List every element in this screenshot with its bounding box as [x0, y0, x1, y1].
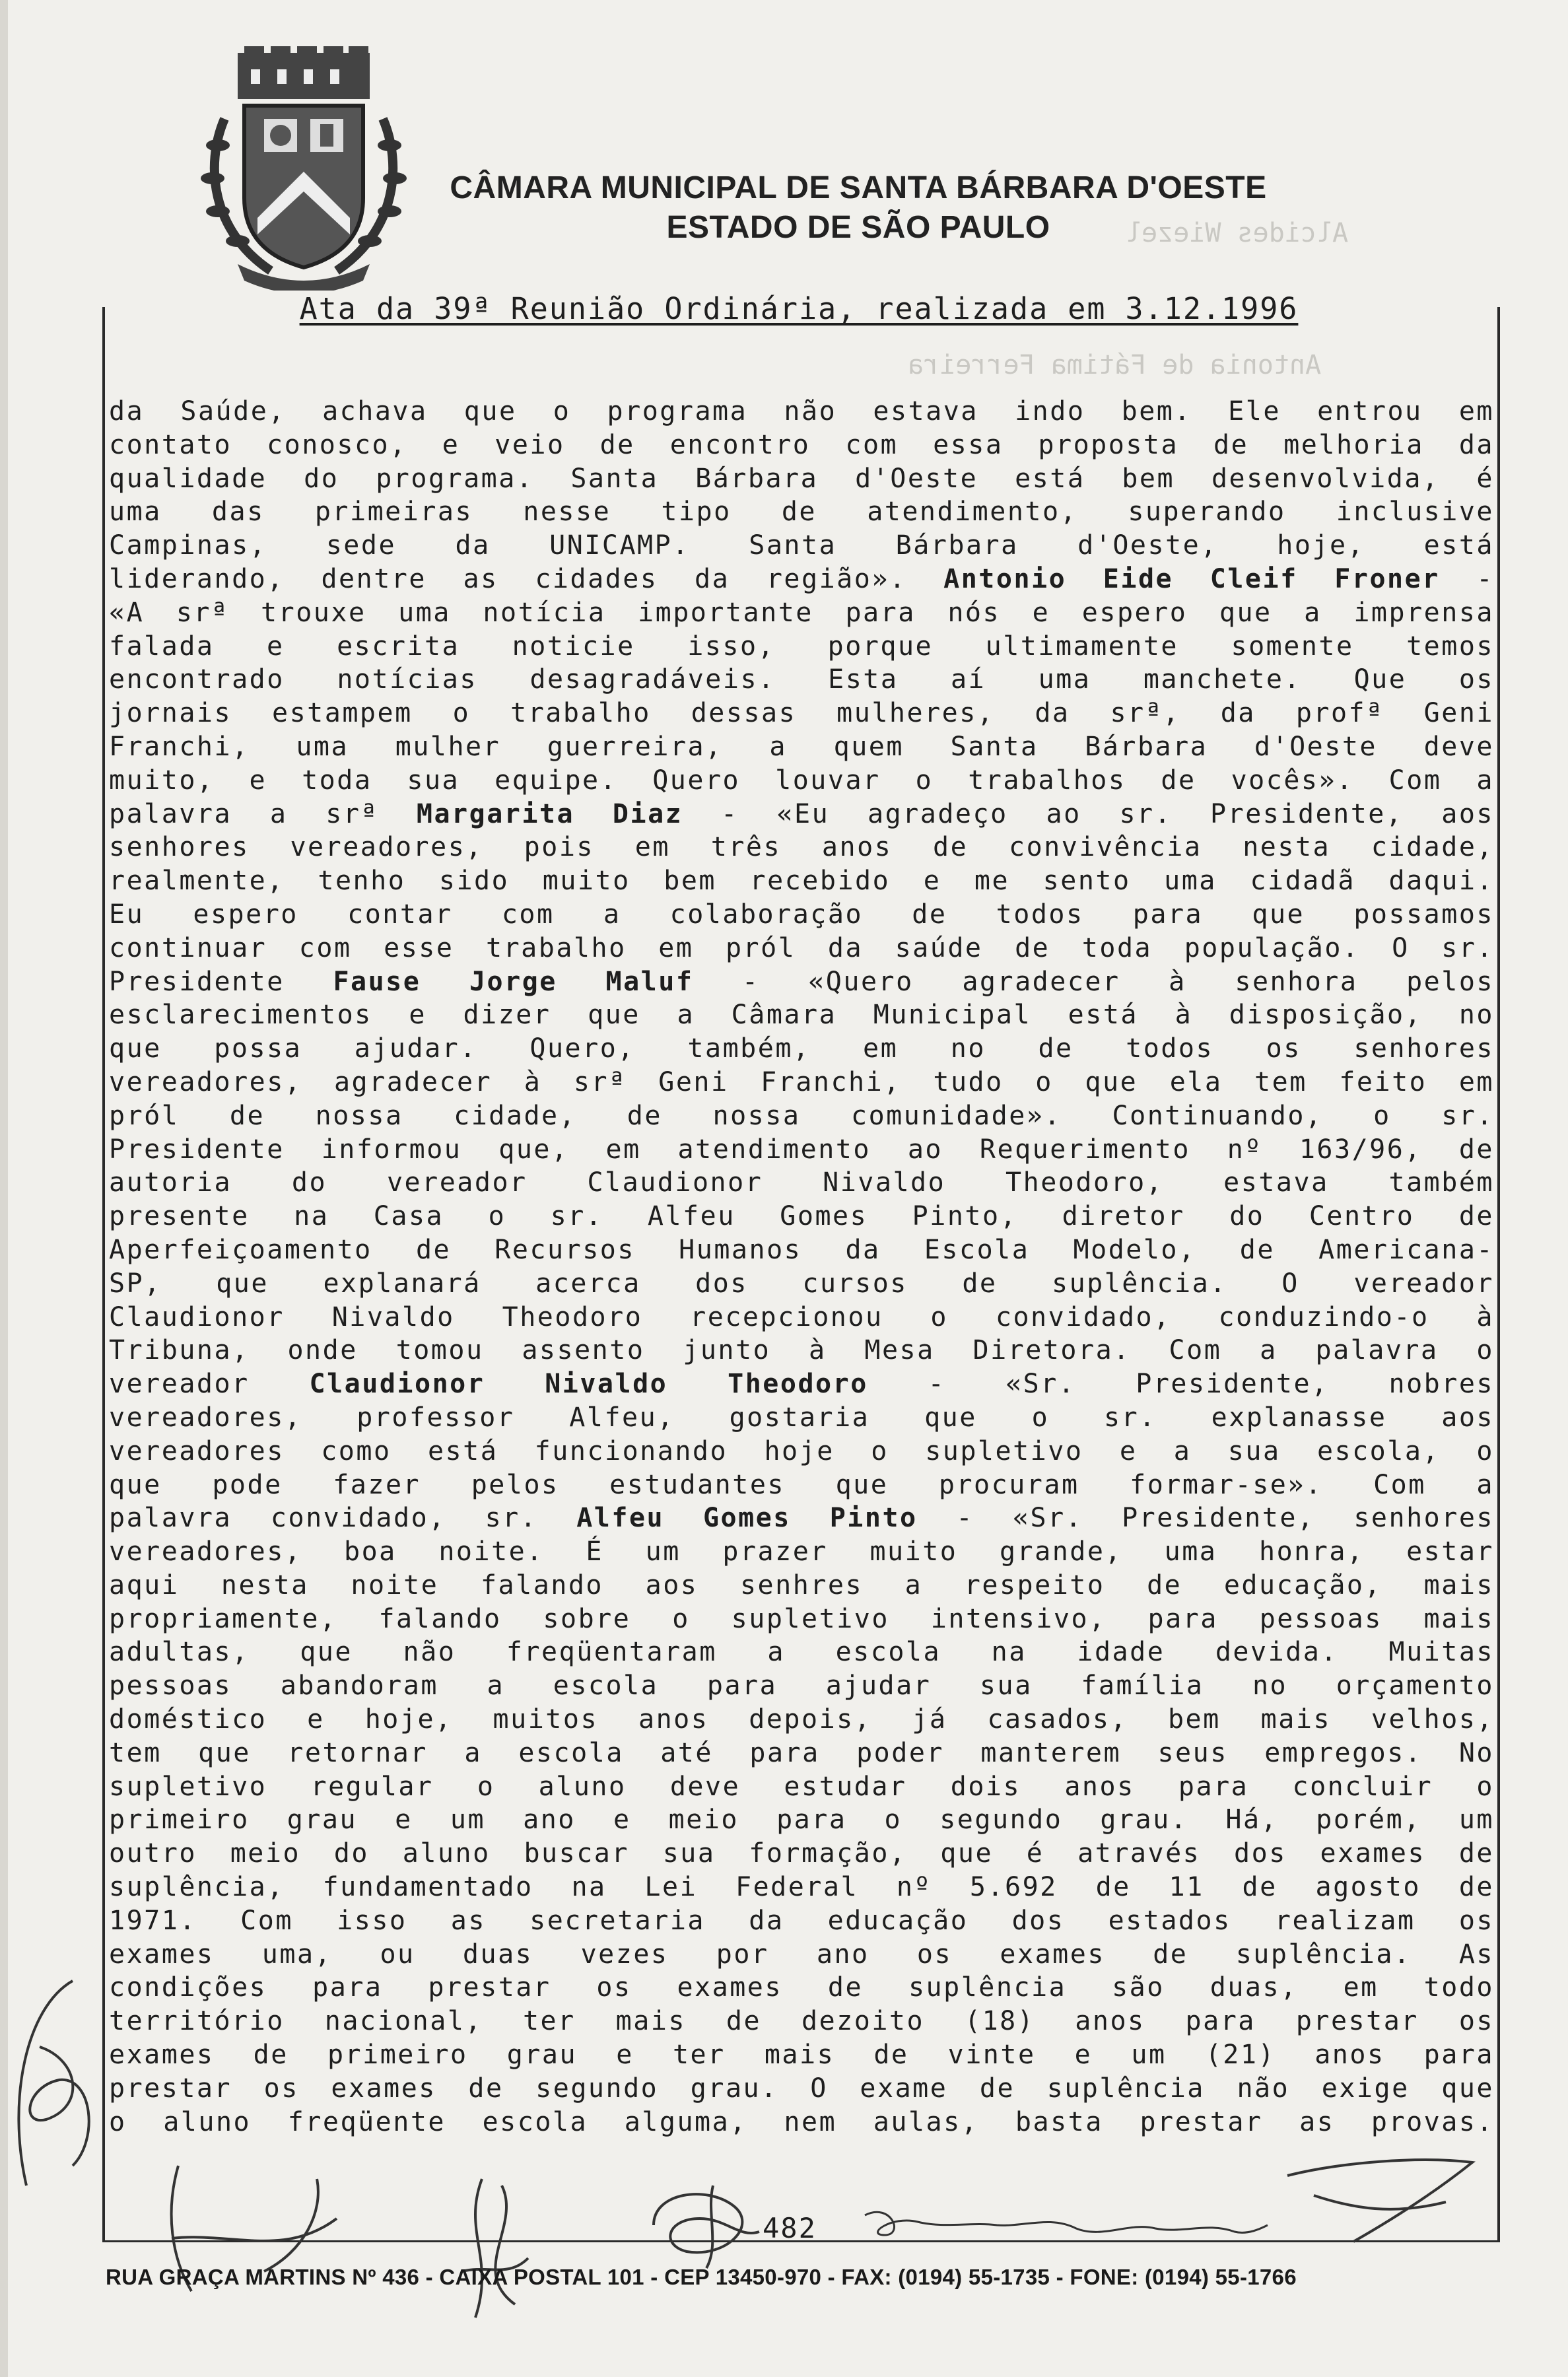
text-line: [109, 429, 1494, 462]
margin-rule-right: [1497, 307, 1500, 2242]
text-line: [109, 630, 1494, 664]
ghost-name-2: Antonia de Fátima Ferreira: [908, 350, 1322, 380]
signature-6: [1274, 2149, 1492, 2248]
text-line: [109, 1367, 1494, 1401]
text-segment: Franchi, uma mulher guerreira, a quem Santa Bárbara d'Oeste deve: [109, 731, 1494, 762]
footer-address: RUA GRAÇA MARTINS Nº 436 - CAIXA POSTAL 101 - CEP 13450-970 - FAX: (0194) 55-1735 - FONE: (0194) 55-1766: [106, 2265, 1297, 2289]
speaker-name: Antonio Eide Cleif Froner: [943, 563, 1440, 594]
text-segment: Aperfeiçoamento de Recursos Humanos da Escola Modelo, de Americana-: [109, 1234, 1494, 1265]
text-line: [109, 965, 1494, 999]
text-segment: palavra convidado, sr.: [109, 1503, 577, 1534]
text-segment: liderando, dentre as cidades da região».: [109, 563, 944, 594]
text-line: [109, 1133, 1494, 1167]
text-line: [109, 1066, 1494, 1099]
text-line: [109, 1233, 1494, 1267]
text-segment: doméstico e hoje, muitos anos depois, já casados, bem mais velhos,: [109, 1704, 1494, 1735]
text-line: [109, 2072, 1494, 2106]
text-segment: SP, que explanará acerca dos cursos de suplência. O vereador: [109, 1268, 1494, 1299]
text-line: [109, 1301, 1494, 1334]
text-line: [109, 1971, 1494, 2005]
text-segment: realmente, tenho sido muito bem recebido e me sento uma cidadã daqui.: [109, 866, 1494, 897]
text-segment: adultas, que não freqüentaram a escola na idade devida. Muitas: [109, 1637, 1494, 1668]
text-line: [109, 1501, 1494, 1535]
text-line: [109, 730, 1494, 764]
text-segment: pról de nossa cidade, de nossa comunidade». Continuando, o sr.: [109, 1100, 1494, 1131]
text-segment: propriamente, falando sobre o supletivo intensivo, para pessoas mais: [109, 1603, 1494, 1634]
text-line: [109, 596, 1494, 630]
text-segment: tem que retornar a escola até para poder manterem seus empregos. No: [109, 1737, 1494, 1768]
margin-rule-left: [102, 307, 105, 2242]
text-segment: muito, e toda sua equipe. Quero louvar o trabalhos de vocês». Com a: [109, 765, 1494, 796]
text-segment: autoria do vereador Claudionor Nivaldo Theodoro, estava também: [109, 1167, 1494, 1198]
text-line: [109, 529, 1494, 563]
text-segment: qualidade do programa. Santa Bárbara d'Oeste está bem desenvolvida, é: [109, 463, 1494, 494]
text-line: [109, 395, 1494, 429]
chamber-header: [423, 168, 1294, 248]
text-line: [109, 1871, 1494, 1904]
speaker-name: Claudionor Nivaldo Theodoro: [309, 1369, 868, 1400]
text-line: [109, 1904, 1494, 1938]
text-line: [109, 898, 1494, 932]
text-segment: 1971. Com isso as secretaria da educação dos estados realizam os: [109, 1905, 1494, 1936]
text-segment: vereador: [109, 1369, 310, 1400]
text-segment: aqui nesta noite falando aos senhres a respeito de educação, mais: [109, 1569, 1494, 1601]
text-segment: - «Quero agradecer à senhora pelos: [693, 966, 1494, 997]
ghost-name-1: Alcides Wiezel: [1126, 218, 1349, 248]
text-segment: exames uma, ou duas vezes por ano os exames de suplência. As: [109, 1939, 1494, 1970]
text-line: [109, 1334, 1494, 1367]
text-line: [109, 1267, 1494, 1301]
page-number: 482: [763, 2212, 817, 2244]
text-segment: Claudionor Nivaldo Theodoro recepcionou o convidado, conduzindo-o à: [109, 1301, 1494, 1332]
chamber-state: ESTADO DE SÃO PAULO: [666, 210, 1050, 245]
text-segment: o aluno freqüente escola alguma, nem aulas, basta prestar as provas.: [109, 2106, 1494, 2137]
text-segment: Presidente informou que, em atendimento ao Requerimento nº 163/96, de: [109, 1134, 1494, 1165]
text-line: [109, 1401, 1494, 1435]
text-segment: território nacional, ter mais de dezoito (18) anos para prestar os: [109, 2006, 1494, 2037]
text-segment: presente na Casa o sr. Alfeu Gomes Pinto, diretor do Centro de: [109, 1201, 1494, 1232]
minutes-title: Ata da 39ª Reunião Ordinária, realizada em 3.12.1996: [299, 291, 1299, 326]
text-line: [109, 932, 1494, 965]
signature-1: [0, 1968, 119, 2225]
text-line: [109, 2005, 1494, 2038]
text-line: [109, 1200, 1494, 1233]
text-segment: senhores vereadores, pois em três anos de convivência nesta cidade,: [109, 832, 1494, 863]
text-line: [109, 1669, 1494, 1703]
text-segment: Tribuna, onde tomou assento junto à Mesa Diretora. Com a palavra o: [109, 1335, 1494, 1366]
text-line: [109, 1636, 1494, 1669]
text-segment: supletivo regular o aluno deve estudar dois anos para concluir o: [109, 1771, 1494, 1802]
text-line: [109, 663, 1494, 697]
text-line: [109, 831, 1494, 864]
text-line: [109, 998, 1494, 1032]
speaker-name: Alfeu Gomes Pinto: [576, 1503, 918, 1534]
text-segment: «A srª trouxe uma notícia importante para nós e espero que a imprensa: [109, 597, 1494, 628]
text-segment: Presidente: [109, 966, 333, 997]
text-segment: suplência, fundamentado na Lei Federal nº 5.692 de 11 de agosto de: [109, 1872, 1494, 1903]
signature-4: [634, 2179, 766, 2271]
signature-5: [852, 2195, 1274, 2248]
text-segment: esclarecimentos e dizer que a Câmara Municipal está à disposição, no: [109, 1000, 1494, 1031]
text-segment: outro meio do aluno buscar sua formação, que é através dos exames de: [109, 1838, 1494, 1869]
municipal-coat-of-arms-icon: [198, 46, 409, 291]
chamber-name: CÂMARA MUNICIPAL DE SANTA BÁRBARA D'OESTE: [450, 170, 1267, 205]
minutes-body: [109, 395, 1494, 2139]
text-segment: vereadores, agradecer à srª Geni Franchi, tudo o que ela tem feito em: [109, 1066, 1494, 1097]
text-line: [109, 1535, 1494, 1569]
text-segment: continuar com esse trabalho em pról da saúde de toda população. O sr.: [109, 932, 1494, 963]
text-segment: Campinas, sede da UNICAMP. Santa Bárbara d'Oeste, hoje, está: [109, 530, 1494, 561]
speaker-name: Margarita Diaz: [416, 798, 683, 829]
text-line: [109, 1435, 1494, 1468]
text-segment: vereadores, boa noite. É um prazer muito grande, uma honra, estar: [109, 1536, 1494, 1567]
text-line: [109, 1803, 1494, 1837]
text-line: [109, 1569, 1494, 1602]
text-segment: falada e escrita noticie isso, porque ultimamente somente temos: [109, 631, 1494, 662]
text-segment: exames de primeiro grau e ter mais de vinte e um (21) anos para: [109, 2040, 1494, 2071]
text-segment: uma das primeiras nesse tipo de atendimento, superando inclusive: [109, 497, 1494, 528]
text-segment: palavra a srª: [109, 798, 417, 829]
text-segment: vereadores, professor Alfeu, gostaria que o sr. explanasse aos: [109, 1402, 1494, 1433]
text-line: [109, 563, 1494, 596]
text-line: [109, 864, 1494, 898]
text-segment: condições para prestar os exames de suplência são duas, em todo: [109, 1972, 1494, 2003]
text-line: [109, 2106, 1494, 2139]
text-segment: -: [1439, 563, 1494, 594]
text-line: [109, 462, 1494, 496]
text-segment: - «Eu agradeço ao sr. Presidente, aos: [683, 798, 1494, 829]
text-line: [109, 697, 1494, 730]
text-segment: prestar os exames de segundo grau. O exame de suplência não exige que: [109, 2073, 1494, 2104]
speaker-name: Fause Jorge Maluf: [333, 966, 694, 997]
text-segment: da Saúde, achava que o programa não estava indo bem. Ele entrou em: [109, 396, 1494, 427]
text-segment: vereadores como está funcionando hoje o supletivo e a sua escola, o: [109, 1435, 1494, 1466]
text-segment: que pode fazer pelos estudantes que procuram formar-se». Com a: [109, 1469, 1494, 1500]
text-line: [109, 1770, 1494, 1804]
text-segment: pessoas abandoram a escola para ajudar sua família no orçamento: [109, 1671, 1494, 1702]
text-line: [109, 1166, 1494, 1200]
text-segment: contato conosco, e veio de encontro com essa proposta de melhoria da: [109, 429, 1494, 460]
text-segment: encontrado notícias desagradáveis. Esta aí uma manchete. Que os: [109, 664, 1494, 695]
text-line: [109, 1602, 1494, 1636]
text-line: [109, 1468, 1494, 1502]
text-segment: que possa ajudar. Quero, também, em no de todos os senhores: [109, 1033, 1494, 1064]
text-line: [109, 495, 1494, 529]
text-segment: - «Sr. Presidente, nobres: [868, 1369, 1494, 1400]
text-line: [109, 1032, 1494, 1066]
text-line: [109, 1703, 1494, 1737]
text-segment: primeiro grau e um ano e meio para o segundo grau. Há, porém, um: [109, 1805, 1494, 1836]
signature-3: [449, 2172, 541, 2324]
text-segment: Eu espero contar com a colaboração de todos para que possamos: [109, 899, 1494, 930]
text-line: [109, 2038, 1494, 2072]
text-line: [109, 1938, 1494, 1972]
text-line: [109, 798, 1494, 831]
text-segment: - «Sr. Presidente, senhores: [917, 1503, 1495, 1534]
text-line: [109, 764, 1494, 798]
text-line: [109, 1837, 1494, 1871]
text-segment: jornais estampem o trabalho dessas mulheres, da srª, da profª Geni: [109, 698, 1494, 729]
text-line: [109, 1737, 1494, 1770]
text-line: [109, 1099, 1494, 1133]
